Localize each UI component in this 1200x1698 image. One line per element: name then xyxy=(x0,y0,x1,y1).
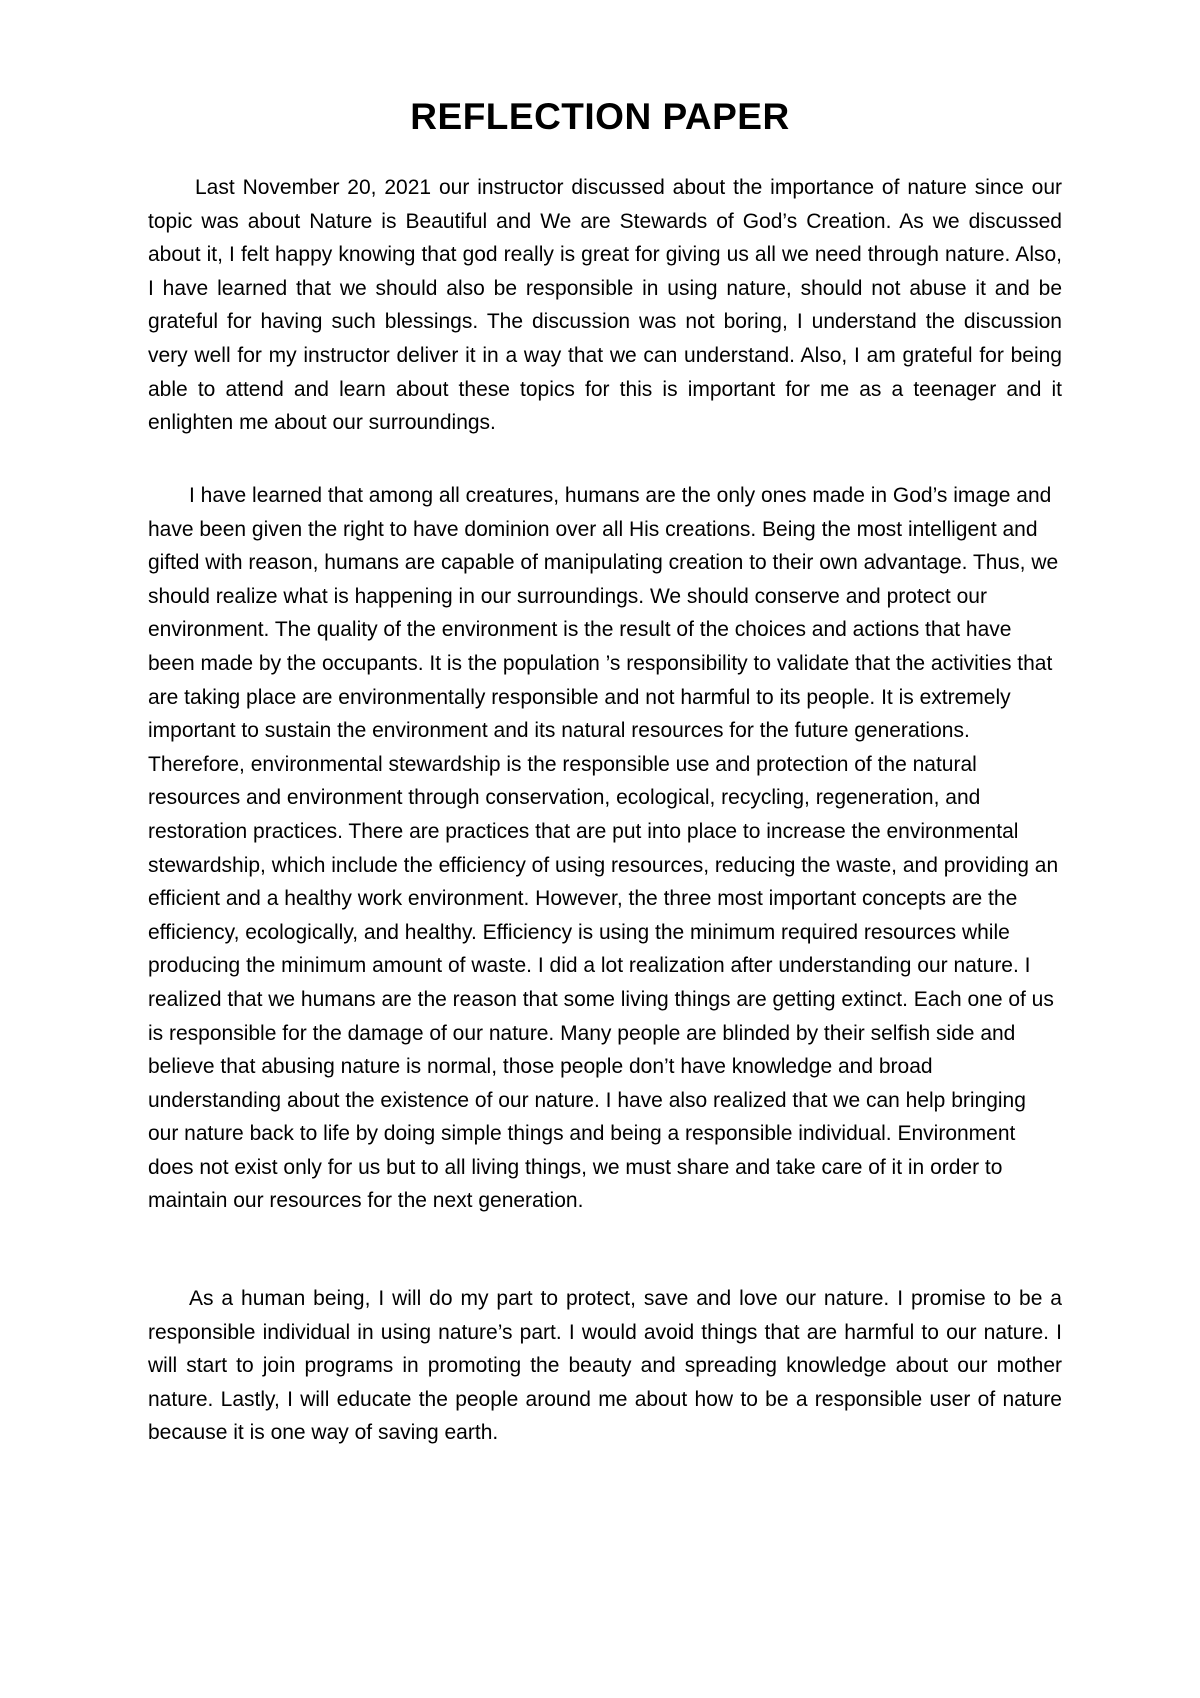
paragraph-intro: Last November 20, 2021 our instructor discussed about the importance of nature since our topic was about Nature is Beautiful and We are Stewards of God’s Creation. As we discussed about it, I felt happy knowing that god really is great for giving us all we need through nature. Also, I have learned that we should also be responsible in using nature, should not abuse it and be grateful for having such blessings. The discussion was not boring, I understand the discussion very well for my instructor deliver it in a way that we can understand. Also, I am grateful for being able to attend and learn about these topics for this is important for me as a teenager and it enlighten me about our surroundings. xyxy=(148,176,1062,435)
paragraph-commitment: As a human being, I will do my part to protect, save and love our nature. I promise to be a responsible individual in using nature’s part. I would avoid things that are harmful to our nature. I will start to join programs in promoting the beauty and spreading knowledge about our mother nature. Lastly, I will educate the people around me about how to be a responsible user of nature because it is one way of saving earth. xyxy=(148,1287,1062,1445)
page-title: REFLECTION PAPER xyxy=(410,96,790,137)
paragraph-learnings: I have learned that among all creatures, humans are the only ones made in God’s image and have been given the right to have dominion over all His creations. Being the most intelligent and gifted with reason, humans are capable of manipulating creation to their own advantage. Thus, we should realize what is happening in our surroundings. We should conserve and protect our environment. The quality of the environment is the result of the choices and actions that have been made by the occupants. It is the population ’s responsibility to validate that the activities that are taking place are environmentally responsible and not harmful to its people. It is extremely important to sustain the environment and its natural resources for the future generations. Therefore, environmental stewardship is the responsible use and protection of the natural resources and environment through conservation, ecological, recycling, regeneration, and restoration practices. There are practices that are put into place to increase the environmental stewardship, which include the efficiency of using resources, reducing the waste, and providing an efficient and a healthy work environment. However, the three most important concepts are the efficiency, ecologically, and healthy. Efficiency is using the minimum required resources while producing the minimum amount of waste. I did a lot realization after understanding our nature. I realized that we humans are the reason that some living things are getting extinct. Each one of us is responsible for the damage of our nature. Many people are blinded by their selfish side and believe that abusing nature is normal, those people don’t have knowledge and broad understanding about the existence of our nature. I have also realized that we can help bringing our nature back to life by doing simple things and being a responsible individual. Environment does not exist only for us but to all living things, we must share and take care of it in order to maintain our resources for the next generation. xyxy=(148,484,1059,1213)
